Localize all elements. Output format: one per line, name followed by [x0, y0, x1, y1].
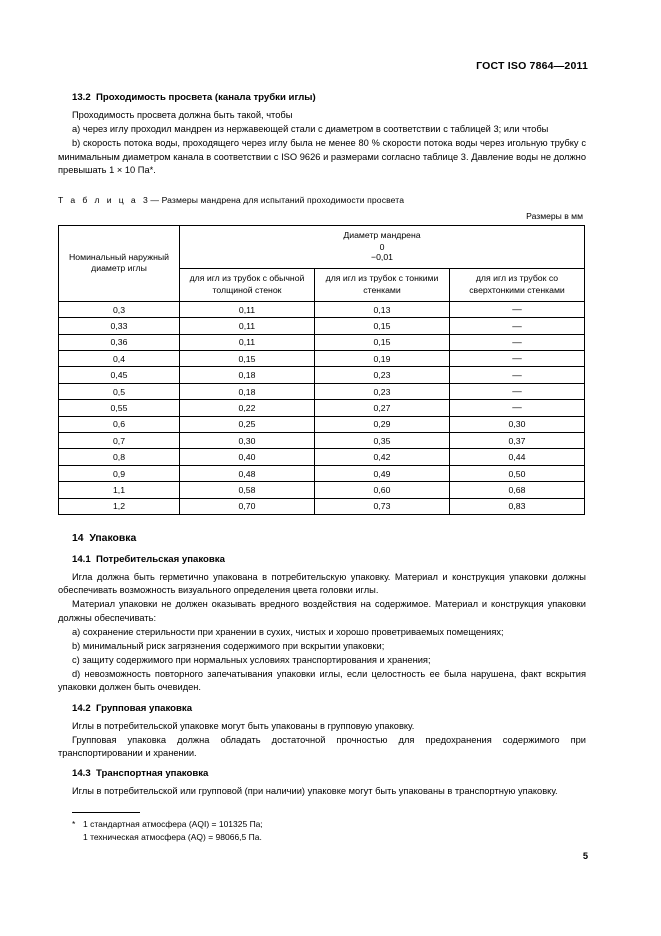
- clause-heading-14-2: [58, 703, 586, 715]
- clause-14-1-item-c: c) защиту содержимого при нормальных условиях транспортирования и хранения;: [72, 655, 431, 666]
- cell-thin-wall: 0,73: [315, 498, 450, 514]
- clause-title-14: Упаковка: [89, 533, 137, 544]
- footnote-marker: *: [72, 819, 76, 829]
- cell-nominal-diameter: 0,33: [59, 318, 180, 334]
- cell-nominal-diameter: 0,36: [59, 334, 180, 350]
- cell-thin-wall: 0,49: [315, 465, 450, 481]
- cell-nominal-diameter: 0,5: [59, 383, 180, 399]
- cell-regular-wall: 0,11: [180, 301, 315, 317]
- running-header: [476, 60, 588, 72]
- cell-regular-wall: 0,22: [180, 400, 315, 416]
- clause-14-2-para-2: Групповая упаковка должна обладать достаточной прочностью для предохранения содержимого при транспортировании и хранении.: [58, 734, 586, 759]
- cell-thin-wall: 0,29: [315, 416, 450, 432]
- cell-thin-wall: 0,35: [315, 433, 450, 449]
- header-group-label: Диаметр мандрена: [343, 230, 421, 241]
- clause-number-14-3: 14.3: [72, 768, 91, 780]
- clause-title-14-1: Потребительская упаковка: [96, 554, 225, 565]
- spacer-before-14-2: [58, 696, 586, 703]
- table-caption-word: Т а б л и ц а: [58, 194, 138, 205]
- cell-extra-thin-wall: 0,30: [450, 416, 585, 432]
- cell-regular-wall: 0,58: [180, 482, 315, 498]
- clause-14-3-para-1: Иглы в потребительской или групповой (при наличии) упаковке могут быть упакованы в транспортную упаковку.: [72, 786, 558, 797]
- clause-title-13-2: Проходимость просвета (канала трубки иглы): [96, 92, 316, 103]
- cell-extra-thin-wall: —: [450, 383, 585, 399]
- cell-extra-thin-wall: —: [450, 400, 585, 416]
- cell-nominal-diameter: 0,6: [59, 416, 180, 432]
- cell-thin-wall: 0,19: [315, 351, 450, 367]
- cell-extra-thin-wall: 0,50: [450, 465, 585, 481]
- cell-nominal-diameter: 0,45: [59, 367, 180, 383]
- tolerance-lower: −0,01: [371, 252, 393, 263]
- running-header-text: ГОСТ ISO 7864—2011: [476, 60, 588, 72]
- clause-14-2-para-1: Иглы в потребительской упаковке могут быть упакованы в групповую упаковку.: [72, 720, 415, 731]
- footnote-block: [72, 812, 492, 844]
- clause-13-2-item-a: a) через иглу проходил мандрен из нержавеющей стали с диаметром в соответствии с таблицей 3; или чтобы: [72, 124, 549, 135]
- cell-nominal-diameter: 0,3: [59, 301, 180, 317]
- cell-extra-thin-wall: —: [450, 334, 585, 350]
- cell-extra-thin-wall: —: [450, 367, 585, 383]
- table-row: [59, 465, 585, 481]
- clause-number-14-2: 14.2: [72, 702, 91, 714]
- table-caption-dash: —: [150, 194, 160, 205]
- header-thin-wall: для игл из трубок с тонкими стенками: [315, 268, 450, 301]
- spacer-before-14-3: [58, 761, 586, 768]
- cell-thin-wall: 0,60: [315, 482, 450, 498]
- table-head-row-1: [59, 225, 585, 268]
- cell-nominal-diameter: 1,2: [59, 498, 180, 514]
- spacer-after-table: [58, 515, 586, 532]
- cell-nominal-diameter: 0,4: [59, 351, 180, 367]
- cell-nominal-diameter: 0,7: [59, 433, 180, 449]
- page-number: 5: [582, 851, 588, 861]
- cell-thin-wall: 0,23: [315, 367, 450, 383]
- clause-13-2-intro: Проходимость просвета должна быть такой, чтобы: [72, 109, 293, 120]
- table-row: [59, 383, 585, 399]
- header-mandrel-diameter-group: [180, 225, 585, 268]
- table-caption-number: 3: [142, 194, 148, 205]
- cell-extra-thin-wall: 0,37: [450, 433, 585, 449]
- clause-title-14-3: Транспортная упаковка: [96, 768, 209, 780]
- cell-extra-thin-wall: 0,83: [450, 498, 585, 514]
- clause-13-2-item-b: b) скорость потока воды, проходящего через иглу была не менее 80 % скорости потока воды через игольную трубку с минимальным диаметром канала в соответствии с ISO 9626 и размерами согласно таблице 3. Давление воды не должно превышать 1 × 10 Па*.: [58, 138, 586, 175]
- table-row: [59, 318, 585, 334]
- table-row: [59, 301, 585, 317]
- tolerance-upper: 0: [379, 241, 385, 252]
- cell-regular-wall: 0,15: [180, 351, 315, 367]
- cell-thin-wall: 0,42: [315, 449, 450, 465]
- clause-number-14: 14: [72, 533, 84, 544]
- header-nominal-diameter: Номинальный наружный диаметр иглы: [59, 225, 180, 301]
- page-content: [58, 92, 586, 799]
- table-row: [59, 433, 585, 449]
- cell-regular-wall: 0,48: [180, 465, 315, 481]
- footnote-line-2: [72, 831, 492, 844]
- table-row: [59, 400, 585, 416]
- cell-extra-thin-wall: 0,44: [450, 449, 585, 465]
- cell-nominal-diameter: 1,1: [59, 482, 180, 498]
- cell-extra-thin-wall: —: [450, 318, 585, 334]
- clause-14-1-para-2: Материал упаковки не должен оказывать вредного воздействия на содержимое. Материал и конструкция упаковки должны обеспечивать:: [58, 599, 586, 623]
- clause-number-13-2: 13.2: [72, 92, 91, 103]
- cell-extra-thin-wall: —: [450, 301, 585, 317]
- spacer-before-table: [58, 178, 586, 195]
- table-row: [59, 334, 585, 350]
- table-row: [59, 416, 585, 432]
- clause-14-1-para-1: Игла должна быть герметично упакована в потребительскую упаковку. Материал и конструкция упаковки должны обеспечивать возможность визуального определения цвета головки иглы.: [58, 571, 586, 596]
- cell-extra-thin-wall: 0,68: [450, 482, 585, 498]
- cell-thin-wall: 0,15: [315, 318, 450, 334]
- cell-regular-wall: 0,70: [180, 498, 315, 514]
- clause-14-1-item-a: a) сохранение стерильности при хранении в сухих, чистых и хорошо проветриваемых помещениях;: [72, 626, 504, 637]
- clause-heading-14-1: [58, 554, 586, 566]
- cell-regular-wall: 0,11: [180, 334, 315, 350]
- cell-regular-wall: 0,18: [180, 367, 315, 383]
- footnote-line-1: [72, 818, 492, 831]
- cell-nominal-diameter: 0,55: [59, 400, 180, 416]
- clause-number-14-1: 14.1: [72, 554, 91, 565]
- footnote-text-1: 1 стандартная атмосфера (AQI) = 101325 Па;: [83, 819, 263, 829]
- cell-regular-wall: 0,30: [180, 433, 315, 449]
- clause-heading-14-3: [58, 768, 586, 780]
- clause-14-1-item-d: d) невозможность повторного запечатывания упаковки иглы, если целостность ее была нарушена, факт вскрытия упаковки должен быть очевиден.: [58, 669, 586, 693]
- cell-nominal-diameter: 0,8: [59, 449, 180, 465]
- cell-regular-wall: 0,11: [180, 318, 315, 334]
- table-row: [59, 498, 585, 514]
- cell-extra-thin-wall: —: [450, 351, 585, 367]
- table-caption-text: Размеры мандрена для испытаний проходимости просвета: [161, 194, 405, 205]
- table-3-caption: [58, 195, 586, 205]
- cell-nominal-diameter: 0,9: [59, 465, 180, 481]
- footnote-text-2: 1 техническая атмосфера (AQ) = 98066,5 Па.: [83, 831, 262, 842]
- table-row: [59, 482, 585, 498]
- cell-regular-wall: 0,18: [180, 383, 315, 399]
- table-row: [59, 367, 585, 383]
- cell-thin-wall: 0,15: [315, 334, 450, 350]
- table-units-note: Размеры в мм: [526, 210, 583, 221]
- cell-regular-wall: 0,40: [180, 449, 315, 465]
- header-extra-thin-wall: для игл из трубок со сверхтонкими стенками: [450, 268, 585, 301]
- mandrel-dimensions-table: [58, 225, 585, 515]
- header-tolerance: [371, 242, 393, 263]
- clause-heading-13-2: [58, 92, 586, 104]
- footnote-separator: [72, 812, 140, 813]
- header-regular-wall: для игл из трубок с обычной толщиной стенок: [180, 268, 315, 301]
- clause-title-14-2: Групповая упаковка: [96, 702, 193, 714]
- cell-thin-wall: 0,13: [315, 301, 450, 317]
- cell-regular-wall: 0,25: [180, 416, 315, 432]
- table-row: [59, 449, 585, 465]
- clause-14-1-item-b: b) минимальный риск загрязнения содержимого при вскрытии упаковки;: [72, 640, 385, 651]
- cell-thin-wall: 0,23: [315, 383, 450, 399]
- clause-heading-14: [58, 532, 586, 545]
- table-row: [59, 351, 585, 367]
- cell-thin-wall: 0,27: [315, 400, 450, 416]
- table-body: [59, 301, 585, 514]
- table-head: [59, 225, 585, 301]
